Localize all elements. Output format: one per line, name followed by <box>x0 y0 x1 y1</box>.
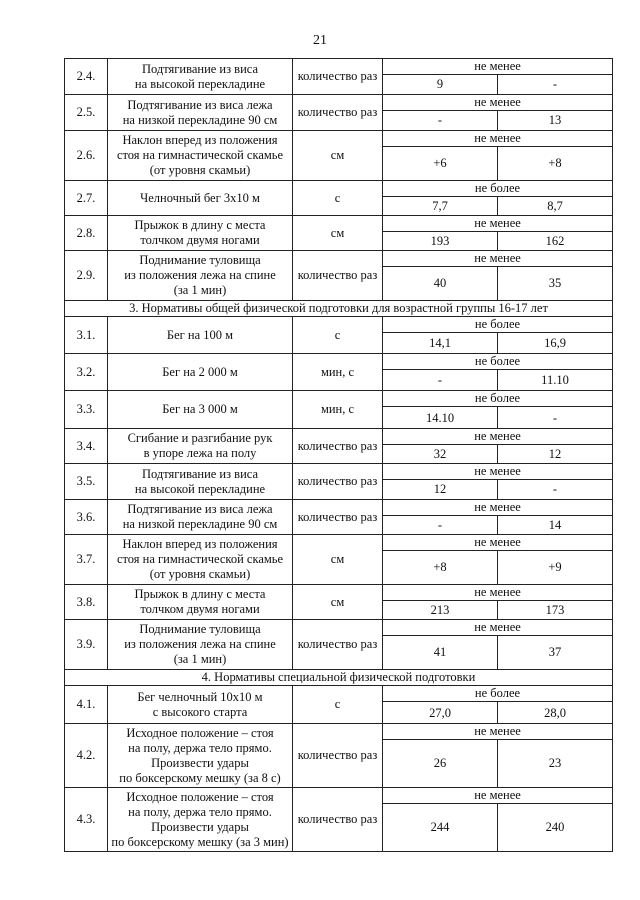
norm-value-2: 37 <box>498 636 613 670</box>
norm-row <box>65 429 613 445</box>
norm-number: 3.9. <box>65 620 108 670</box>
norm-value-1: 9 <box>383 75 498 95</box>
norm-name-line: Прыжок в длину с места <box>134 218 266 232</box>
norm-unit: с <box>293 686 383 724</box>
norm-value-1: 32 <box>383 445 498 464</box>
norm-value-1: 213 <box>383 601 498 620</box>
norm-number: 2.4. <box>65 59 108 95</box>
norm-name-line: толчком двумя ногами <box>140 602 260 616</box>
norm-qualifier: не менее <box>383 620 613 636</box>
norm-value-2: 16,9 <box>498 333 613 354</box>
norm-unit: с <box>293 181 383 216</box>
norm-name-line: Наклон вперед из положения <box>122 537 278 551</box>
norm-name-line: из положения лежа на спине <box>124 268 276 282</box>
norm-value-2: 23 <box>498 740 613 788</box>
norm-value-1: - <box>383 370 498 391</box>
norm-unit: количество раз <box>293 500 383 535</box>
norm-row <box>65 788 613 804</box>
norm-number: 2.8. <box>65 216 108 251</box>
norm-name-line: Поднимание туловища <box>139 253 261 267</box>
norm-name <box>108 500 293 535</box>
norm-value-2: 240 <box>498 804 613 852</box>
norm-name-line: Подтягивание из виса <box>141 466 259 481</box>
norm-value-2: - <box>498 407 613 429</box>
norm-number: 4.3. <box>65 788 108 852</box>
section-heading: 3. Нормативы общей физической подготовки для возрастной группы 16-17 лет <box>65 301 613 317</box>
norm-value-1: 244 <box>383 804 498 852</box>
norm-qualifier: не более <box>383 686 613 702</box>
norm-row <box>65 500 613 516</box>
norm-value-2: 28,0 <box>498 702 613 724</box>
norm-number: 4.1. <box>65 686 108 724</box>
norm-unit: количество раз <box>293 724 383 788</box>
norm-name <box>108 354 293 391</box>
norm-name-line: (от уровня скамьи) <box>149 163 251 177</box>
norm-qualifier: не менее <box>383 500 613 516</box>
norm-name <box>108 429 293 464</box>
norm-qualifier: не более <box>383 317 613 333</box>
norm-number: 3.5. <box>65 464 108 500</box>
norm-value-2: +9 <box>498 551 613 585</box>
page-number: 21 <box>313 33 327 48</box>
norm-name <box>108 724 293 788</box>
norm-name-line: на высокой перекладине <box>134 481 266 496</box>
norm-row <box>65 95 613 111</box>
norm-number: 2.6. <box>65 131 108 181</box>
norm-value-2: 162 <box>498 232 613 251</box>
norm-name <box>108 251 293 301</box>
norm-qualifier: не менее <box>383 95 613 111</box>
norm-row <box>65 585 613 601</box>
norm-name-line: Подтягивание из виса лежа <box>127 97 273 112</box>
norm-name <box>108 535 293 585</box>
norm-name <box>108 686 293 724</box>
norm-name-line: на полу, держа тело прямо. <box>128 740 272 755</box>
norm-value-1: - <box>383 516 498 535</box>
norm-name-line: на низкой перекладине 90 см <box>122 112 278 127</box>
norm-row <box>65 181 613 197</box>
norm-number: 3.8. <box>65 585 108 620</box>
norm-row <box>65 216 613 232</box>
norm-name-line: на высокой перекладине <box>134 76 266 91</box>
norm-row <box>65 59 613 75</box>
norm-qualifier: не менее <box>383 216 613 232</box>
norm-name-line: Бег на 3 000 м <box>162 402 238 416</box>
norms-table <box>64 58 613 852</box>
norm-qualifier: не более <box>383 181 613 197</box>
norm-value-1: 7,7 <box>383 197 498 216</box>
norm-unit: количество раз <box>293 95 383 131</box>
norm-name-line: Произвести удары <box>151 819 249 834</box>
norm-value-1: 41 <box>383 636 498 670</box>
norm-row <box>65 354 613 370</box>
norm-name-line: по боксерскому мешку (за 8 с) <box>119 770 281 785</box>
norm-qualifier: не более <box>383 354 613 370</box>
norm-name-line: (за 1 мин) <box>173 283 227 297</box>
section-row <box>65 670 613 686</box>
norm-name-line: с высокого старта <box>152 704 248 719</box>
norm-row <box>65 251 613 267</box>
norm-name-line: Поднимание туловища <box>139 622 261 636</box>
norm-value-2: 12 <box>498 445 613 464</box>
norm-name-line: Подтягивание из виса <box>141 61 259 76</box>
norm-unit: см <box>293 585 383 620</box>
norm-unit: количество раз <box>293 251 383 301</box>
norm-name <box>108 131 293 181</box>
norm-value-1: 14.10 <box>383 407 498 429</box>
norm-value-1: 40 <box>383 267 498 301</box>
norm-row <box>65 535 613 551</box>
norm-unit: мин, с <box>293 391 383 429</box>
norm-name-line: Прыжок в длину с места <box>134 587 266 601</box>
norm-unit: с <box>293 317 383 354</box>
norm-number: 2.9. <box>65 251 108 301</box>
norm-qualifier: не менее <box>383 788 613 804</box>
norm-name-line: из положения лежа на спине <box>124 637 276 651</box>
norm-name-line: Исходное положение – стоя <box>126 725 274 740</box>
norm-row <box>65 686 613 702</box>
norm-name-line: на низкой перекладине 90 см <box>122 517 278 531</box>
norm-number: 3.1. <box>65 317 108 354</box>
norm-number: 3.3. <box>65 391 108 429</box>
norm-unit: количество раз <box>293 788 383 852</box>
norm-number: 3.6. <box>65 500 108 535</box>
norm-row <box>65 724 613 740</box>
norm-qualifier: не менее <box>383 585 613 601</box>
norm-value-1: 26 <box>383 740 498 788</box>
norm-name <box>108 317 293 354</box>
norm-name-line: толчком двумя ногами <box>140 233 260 247</box>
norm-number: 2.5. <box>65 95 108 131</box>
norm-name <box>108 216 293 251</box>
norm-unit: см <box>293 216 383 251</box>
norm-name-line: Сгибание и разгибание рук <box>127 431 273 445</box>
norm-name-line: Наклон вперед из положения <box>122 133 278 147</box>
norm-row <box>65 317 613 333</box>
norm-qualifier: не менее <box>383 429 613 445</box>
norm-number: 2.7. <box>65 181 108 216</box>
norm-value-1: 193 <box>383 232 498 251</box>
norm-name <box>108 585 293 620</box>
norm-unit: количество раз <box>293 464 383 500</box>
norm-name-line: по боксерскому мешку (за 3 мин) <box>111 834 289 849</box>
norm-unit: количество раз <box>293 620 383 670</box>
norm-value-1: 27,0 <box>383 702 498 724</box>
norm-name-line: на полу, держа тело прямо. <box>128 804 272 819</box>
norm-row <box>65 391 613 407</box>
norm-name-line: в упоре лежа на полу <box>143 446 257 460</box>
norm-qualifier: не менее <box>383 464 613 480</box>
norm-value-1: 14,1 <box>383 333 498 354</box>
norm-name-line: Бег на 2 000 м <box>162 364 238 379</box>
norm-name-line: Бег на 100 м <box>166 327 234 342</box>
section-heading: 4. Нормативы специальной физической подготовки <box>65 670 613 686</box>
norm-name-line: (от уровня скамьи) <box>149 567 251 581</box>
norm-qualifier: не более <box>383 391 613 407</box>
norm-value-1: - <box>383 111 498 131</box>
section-row <box>65 301 613 317</box>
norm-name-line: Челночный бег 3х10 м <box>140 190 260 205</box>
norm-value-2: 13 <box>498 111 613 131</box>
norm-number: 3.2. <box>65 354 108 391</box>
norm-name <box>108 620 293 670</box>
norm-name-line: Исходное положение – стоя <box>126 789 274 804</box>
norm-name <box>108 464 293 500</box>
norm-unit: мин, с <box>293 354 383 391</box>
norm-name-line: (за 1 мин) <box>173 652 227 666</box>
norm-value-2: - <box>498 480 613 500</box>
norm-value-2: - <box>498 75 613 95</box>
norm-row <box>65 131 613 147</box>
norm-unit: количество раз <box>293 429 383 464</box>
norm-name <box>108 391 293 429</box>
norm-number: 4.2. <box>65 724 108 788</box>
norm-row <box>65 464 613 480</box>
norm-value-2: 11.10 <box>498 370 613 391</box>
norm-qualifier: не менее <box>383 59 613 75</box>
norm-qualifier: не менее <box>383 131 613 147</box>
norm-name-line: Произвести удары <box>151 755 249 770</box>
norm-name-line: Бег челночный 10х10 м <box>137 689 263 704</box>
norm-name <box>108 788 293 852</box>
norm-number: 3.7. <box>65 535 108 585</box>
norm-name <box>108 181 293 216</box>
norm-unit: см <box>293 131 383 181</box>
norm-value-1: +6 <box>383 147 498 181</box>
norm-value-1: 12 <box>383 480 498 500</box>
norm-value-2: 8,7 <box>498 197 613 216</box>
norm-unit: количество раз <box>293 59 383 95</box>
norm-name <box>108 95 293 131</box>
norm-value-2: 14 <box>498 516 613 535</box>
norm-name-line: стоя на гимнастической скамье <box>116 552 284 566</box>
norm-value-1: +8 <box>383 551 498 585</box>
norm-value-2: +8 <box>498 147 613 181</box>
norm-qualifier: не менее <box>383 535 613 551</box>
norm-qualifier: не менее <box>383 724 613 740</box>
norm-name-line: Подтягивание из виса лежа <box>127 502 273 516</box>
norm-qualifier: не менее <box>383 251 613 267</box>
norm-name-line: стоя на гимнастической скамье <box>116 148 284 162</box>
norm-number: 3.4. <box>65 429 108 464</box>
norm-name <box>108 59 293 95</box>
norm-value-2: 173 <box>498 601 613 620</box>
norm-row <box>65 620 613 636</box>
norm-unit: см <box>293 535 383 585</box>
norm-value-2: 35 <box>498 267 613 301</box>
